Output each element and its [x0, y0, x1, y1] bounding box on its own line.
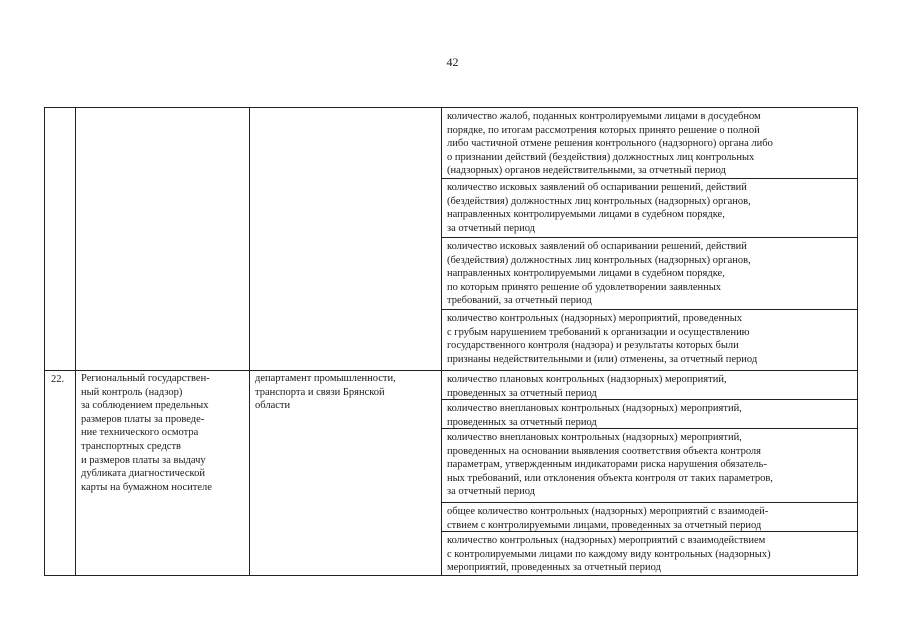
indicator-text: количество внеплановых контрольных (надзорных) мероприятий, проведенных за отчетный период	[447, 403, 742, 428]
column-divider	[249, 108, 250, 575]
indicator-separator	[441, 309, 857, 310]
indicators-table	[44, 107, 858, 576]
indicator-separator	[441, 237, 857, 238]
indicator-text: количество контрольных (надзорных) мероприятий, проведенных с грубым нарушением требований к организации и осуществлению государственного контроля (надзора) и результаты которых были признаны недействительными и (или) отменены, за отчетный период	[447, 313, 758, 365]
indicator-text: количество жалоб, поданных контролируемыми лицами в досудебном порядке, по итогам рассмотрения которых принято решение о полной либо частичной отмене решения контрольного (надзорного) органа либо о признании действий (бездействия) должностных лиц контрольных (надзорных) органов недействительными, за отчетный период	[447, 111, 773, 177]
row-separator	[45, 370, 857, 371]
page-number: 42	[446, 55, 459, 69]
indicator-text: количество исковых заявлений об оспаривании решений, действий (бездействия) должностных лиц контрольных (надзорных) органов, направленных контролируемыми лицами в судебном порядке, по которым принято решение об удовлетворении заявленных требований, за отчетный период	[447, 241, 751, 307]
row-number: 22.	[51, 374, 65, 385]
control-name: Региональный государствен- ный контроль (надзор) за соблюдением предельных размеров платы за проведе- ние технического осмотра транспортных средств и размеров платы за выдачу дубликата диагностической карты на бумажном носителе	[81, 373, 212, 493]
indicator-separator	[441, 178, 857, 179]
indicator-text: количество контрольных (надзорных) мероприятий с взаимодействием с контролируемыми лицами по каждому виду контрольных (надзорных) мероприятий, проведенных за отчетный период	[447, 535, 771, 574]
column-divider	[75, 108, 76, 575]
indicator-separator	[441, 502, 857, 503]
indicator-text: количество плановых контрольных (надзорных) мероприятий, проведенных за отчетный период	[447, 374, 727, 399]
indicator-text: количество исковых заявлений об оспаривании решений, действий (бездействия) должностных лиц контрольных (надзорных) органов, направленных контролируемыми лицами в судебном порядке, за отчетный период	[447, 182, 751, 234]
department-name: департамент промышленности, транспорта и связи Брянской области	[255, 373, 396, 412]
indicator-text: общее количество контрольных (надзорных) мероприятий с взаимодей- ствием с контролируемыми лицами, проведенных за отчетный период	[447, 506, 769, 531]
indicator-text: количество внеплановых контрольных (надзорных) мероприятий, проведенных на основании выявления соответствия объекта контроля параметрам, утвержденным индикаторами риска нарушения обязатель- ных требований, или отклонения объекта контроля от таких параметров, за отчетный период	[447, 432, 773, 498]
